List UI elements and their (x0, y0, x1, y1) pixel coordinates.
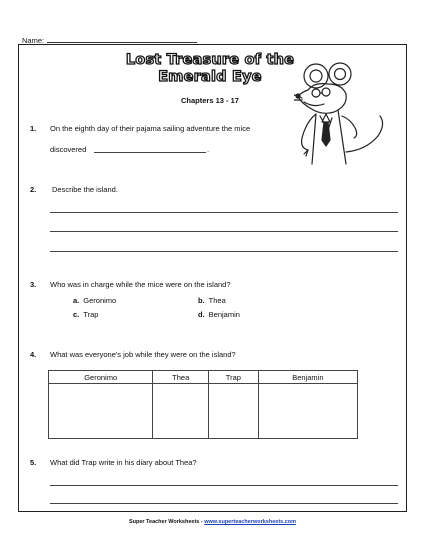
q2-number: 2. (30, 185, 37, 194)
table-answer-cell[interactable] (153, 384, 209, 439)
table-answer-cell[interactable] (49, 384, 153, 439)
q5-text: What did Trap write in his diary about Thea? (50, 458, 197, 467)
option-letter: b. (198, 296, 205, 305)
table-header-cell: Trap (209, 371, 259, 384)
table-header-cell: Thea (153, 371, 209, 384)
table-header-cell: Geronimo (49, 371, 153, 384)
q1-answer-line[interactable] (94, 152, 206, 153)
q5-answer-line-1[interactable] (50, 485, 398, 486)
title-line-2: Emerald Eye (158, 69, 262, 85)
q1-period: . (207, 145, 210, 154)
q2-answer-line-1[interactable] (50, 212, 398, 213)
q3-text: Who was in charge while the mice were on the island? (50, 280, 231, 289)
q5-answer-line-2[interactable] (50, 503, 398, 504)
q1-number: 1. (30, 124, 37, 133)
table-row (49, 384, 358, 439)
q2-answer-line-2[interactable] (50, 231, 398, 232)
q3-option-d[interactable] (198, 310, 240, 319)
option-letter: a. (73, 296, 80, 305)
table-answer-cell[interactable] (209, 384, 259, 439)
option-text: Trap (83, 310, 99, 319)
q2-text: Describe the island. (52, 185, 118, 194)
option-text: Geronimo (83, 296, 117, 305)
q3-number: 3. (30, 280, 37, 289)
title-line-1: Lost Treasure of the (125, 52, 295, 68)
footer-brand: Super Teacher Worksheets (128, 519, 200, 525)
q1-text: On the eighth day of their pajama sailing adventure the mice (50, 124, 251, 133)
footer-link[interactable]: www.superteacherworksheets.com (204, 519, 297, 525)
q1-text-cont: discovered (50, 145, 87, 154)
table-header-row (49, 371, 358, 384)
option-letter: c. (73, 310, 80, 319)
q3-option-c[interactable] (73, 310, 98, 319)
mouse-character-icon (294, 60, 394, 170)
option-text: Benjamin (208, 310, 240, 319)
option-letter: d. (198, 310, 205, 319)
jobs-table (48, 370, 358, 439)
footer (0, 519, 425, 525)
chapters-subtitle: Chapters 13 - 17 (181, 96, 239, 105)
q5-number: 5. (30, 458, 37, 467)
name-label: Name: (22, 36, 45, 45)
footer-separator: - (199, 519, 205, 525)
q3-option-a[interactable] (73, 296, 116, 305)
q4-text: What was everyone's job while they were on the island? (50, 350, 236, 359)
option-text: Thea (208, 296, 226, 305)
q2-answer-line-3[interactable] (50, 251, 398, 252)
q4-number: 4. (30, 350, 37, 359)
q3-option-b[interactable] (198, 296, 226, 305)
name-line[interactable] (47, 34, 197, 43)
table-answer-cell[interactable] (258, 384, 357, 439)
table-header-cell: Benjamin (258, 371, 357, 384)
